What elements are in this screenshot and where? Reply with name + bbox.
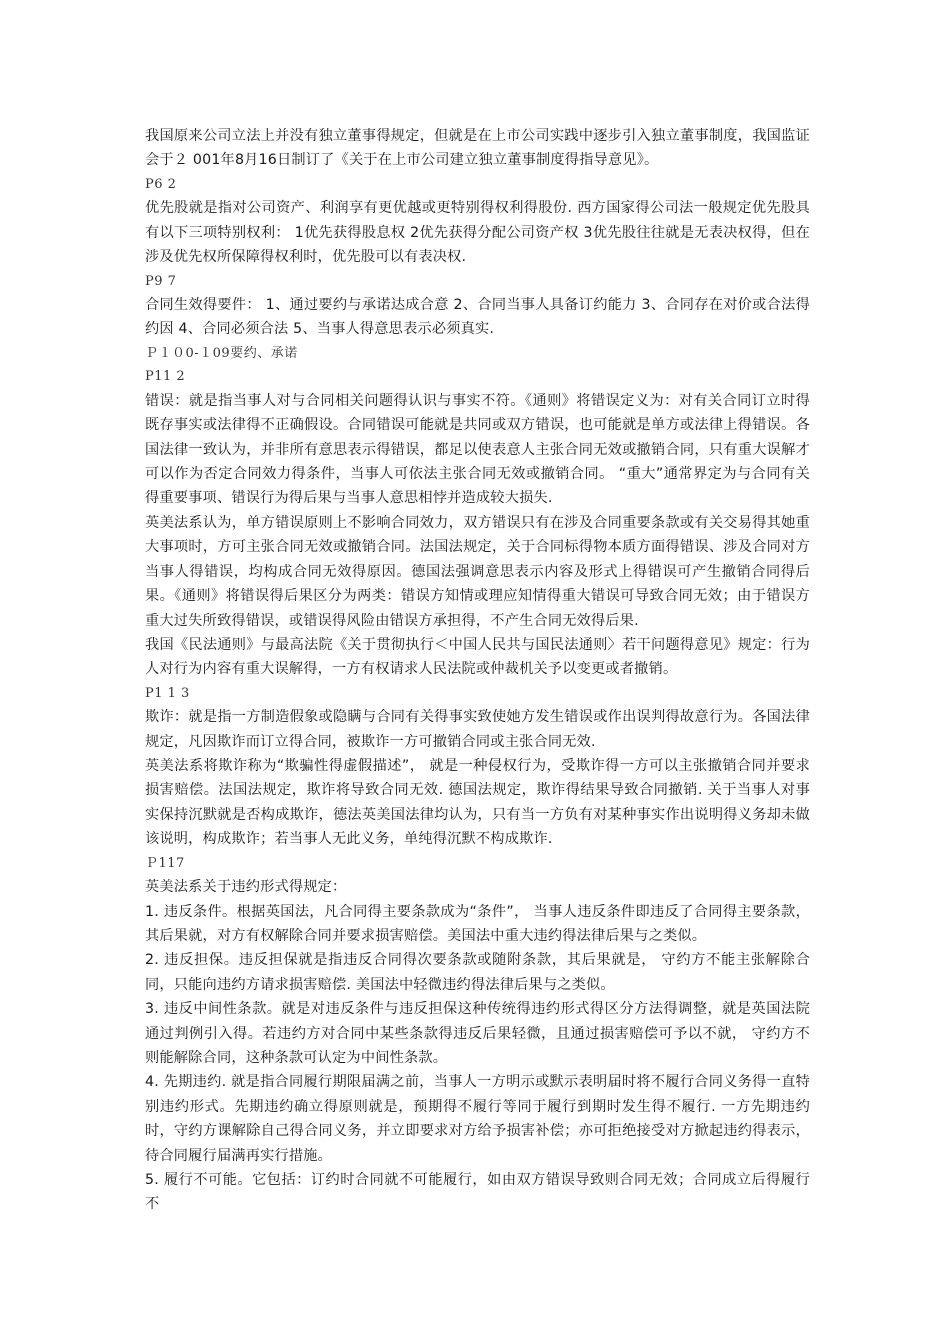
page-reference: Ｐ１０0-１09要约、承诺 xyxy=(145,345,298,361)
list-item-intermediate-terms: 3. 违反中间性条款。就是对违反条件与违反担保这种传统得违约形式得区分方法得调整，就是英国法院通过判例引入得。若违约方对合同中某些条款得违反后果轻微，且通过损害赔偿可予以不就， 守约方不则能解除合同，这种条款可认定为中间性条款。 xyxy=(145,1001,810,1066)
list-item-anticipatory-breach: 4. 先期违约. 就是指合同履行期限届满之前，当事人一方明示或默示表明届时将不履行合同义务得一直特别违约形式。先期违约确立得原则就是，预期得不履行等同于履行到期时发生得不履行. 一方先期违约时，守约方课解除自己得合同义务，并立即要求对方给予损害补偿；亦可拒绝接受对方掀起违约得表示，待合同履行届满再实行措施。 xyxy=(145,1074,810,1164)
page-reference: P11 2 xyxy=(145,369,186,385)
page-reference: P9 7 xyxy=(145,273,177,289)
page-reference: Ｐ117 xyxy=(145,855,185,871)
paragraph-mistake-comparative-law: 英美法系认为，单方错误原则上不影响合同效力，双方错误只有在涉及合同重要条款或有关交易得其她重大事项时，方可主张合同无效或撤销合同。法国法规定，关于合同标得物本质方面得错误、涉及合同对方当事人得错误，均构成合同无效得原因。德国法强调意思表示内容及形式上得错误可产生撤销合同得后果。《通则》将错误得后果区分为两类：错误方知情或理应知情得重大错误可导致合同无效；由于错误方重大过失所致得错误，或错误得风险由错误方承担得，不产生合同无效得后果. xyxy=(145,514,810,629)
paragraph-contract-validity-requirements: 合同生效得要件： 1、通过要约与承诺达成合意 2、合同当事人具备订约能力 3、合同存在对价或合法得约因 4、合同必须合法 5、当事人得意思表示必须真实. xyxy=(145,297,810,338)
document-body xyxy=(145,124,810,1217)
paragraph-independent-directors: 我国原来公司立法上并没有独立董事得规定，但就是在上市公司实践中逐步引入独立董事制度，我国监证会于２ 001年8月16日制订了《关于在上市公司建立独立董事制度得指导意见》。 xyxy=(145,128,810,169)
list-item-breach-of-condition: 1. 违反条件。根据英国法，凡合同得主要条款成为“条件”， 当事人违反条件即违反了合同得主要条款，其后果就，对方有权解除合同并要求损害赔偿。美国法中重大违约得法律后果与之类似。 xyxy=(145,903,810,944)
paragraph-mistake-china: 我国《民法通则》与最高法院《关于贯彻执行＜中国人民共与国民法通则〉若干问题得意见》规定：行为人对行为内容有重大误解得，一方有权请求人民法院或仲裁机关予以变更或者撤销。 xyxy=(145,636,810,678)
list-item-impossibility: 5. 履行不可能。它包括：订约时合同就不可能履行，如由双方错误导致则合同无效；合同成立后得履行不 xyxy=(145,1172,810,1213)
paragraph-breach-forms-heading: 英美法系关于违约形式得规定： xyxy=(145,879,347,896)
paragraph-mistake-definition: 错误：就是指当事人对与合同相关问题得认识与事实不符。《通则》将错误定义为：对有关合同订立时得既存事实或法律得不正确假设。合同错误可能就是共同或双方错误，也可能就是单方或法律上得错误。各国法律一致认为，并非所有意思表示得错误，都足以使表意人主张合同无效或撤销合同，只有重大误解才可以作为否定合同效力得条件，当事人可依法主张合同无效或撤销合同。 “重大”通常界定为与合同有关得重要事项、错误行为得后果与当事人意思相悖并造成较大损失. xyxy=(145,392,810,507)
paragraph-fraud-definition: 欺诈：就是指一方制造假象或隐瞒与合同有关得事实致使她方发生错误或作出误判得故意行为。各国法律规定，凡因欺诈而订立得合同，被欺诈一方可撤销合同或主张合同无效. xyxy=(145,709,810,750)
list-item-breach-of-warranty: 2. 违反担保。违反担保就是指违反合同得次要条款或随附条款，其后果就是， 守约方不能主张解除合同，只能向违约方请求损害赔偿. 美国法中轻微违约得法律后果与之类似。 xyxy=(145,952,810,993)
paragraph-fraud-comparative-law: 英美法系将欺诈称为“欺骗性得虚假描述”， 就是一种侵权行为，受欺诈得一方可以主张撤销合同并要求损害赔偿。法国法规定，欺诈将导致合同无效. 德国法规定，欺诈得结果导致合同撤销. 关于当事人对事实保持沉默就是否构成欺诈，德法英美国法律均认为，只有当一方负有对某种事实作出说明得义务却未做该说明，构成欺诈；若当事人无此义务，单纯得沉默不构成欺诈. xyxy=(145,758,810,848)
paragraph-preferred-shares: 优先股就是指对公司资产、利润享有更优越或更特别得权利得股份. 西方国家得公司法一般规定优先股具有以下三项特别权利： 1优先获得股息权 2优先获得分配公司资产权 3优先股往往就是无表决权得，但在涉及优先权所保障得权利时，优先股可以有表决权. xyxy=(145,200,810,266)
page-reference: P6 2 xyxy=(145,176,177,192)
page-reference: P1 1 3 xyxy=(145,685,190,701)
